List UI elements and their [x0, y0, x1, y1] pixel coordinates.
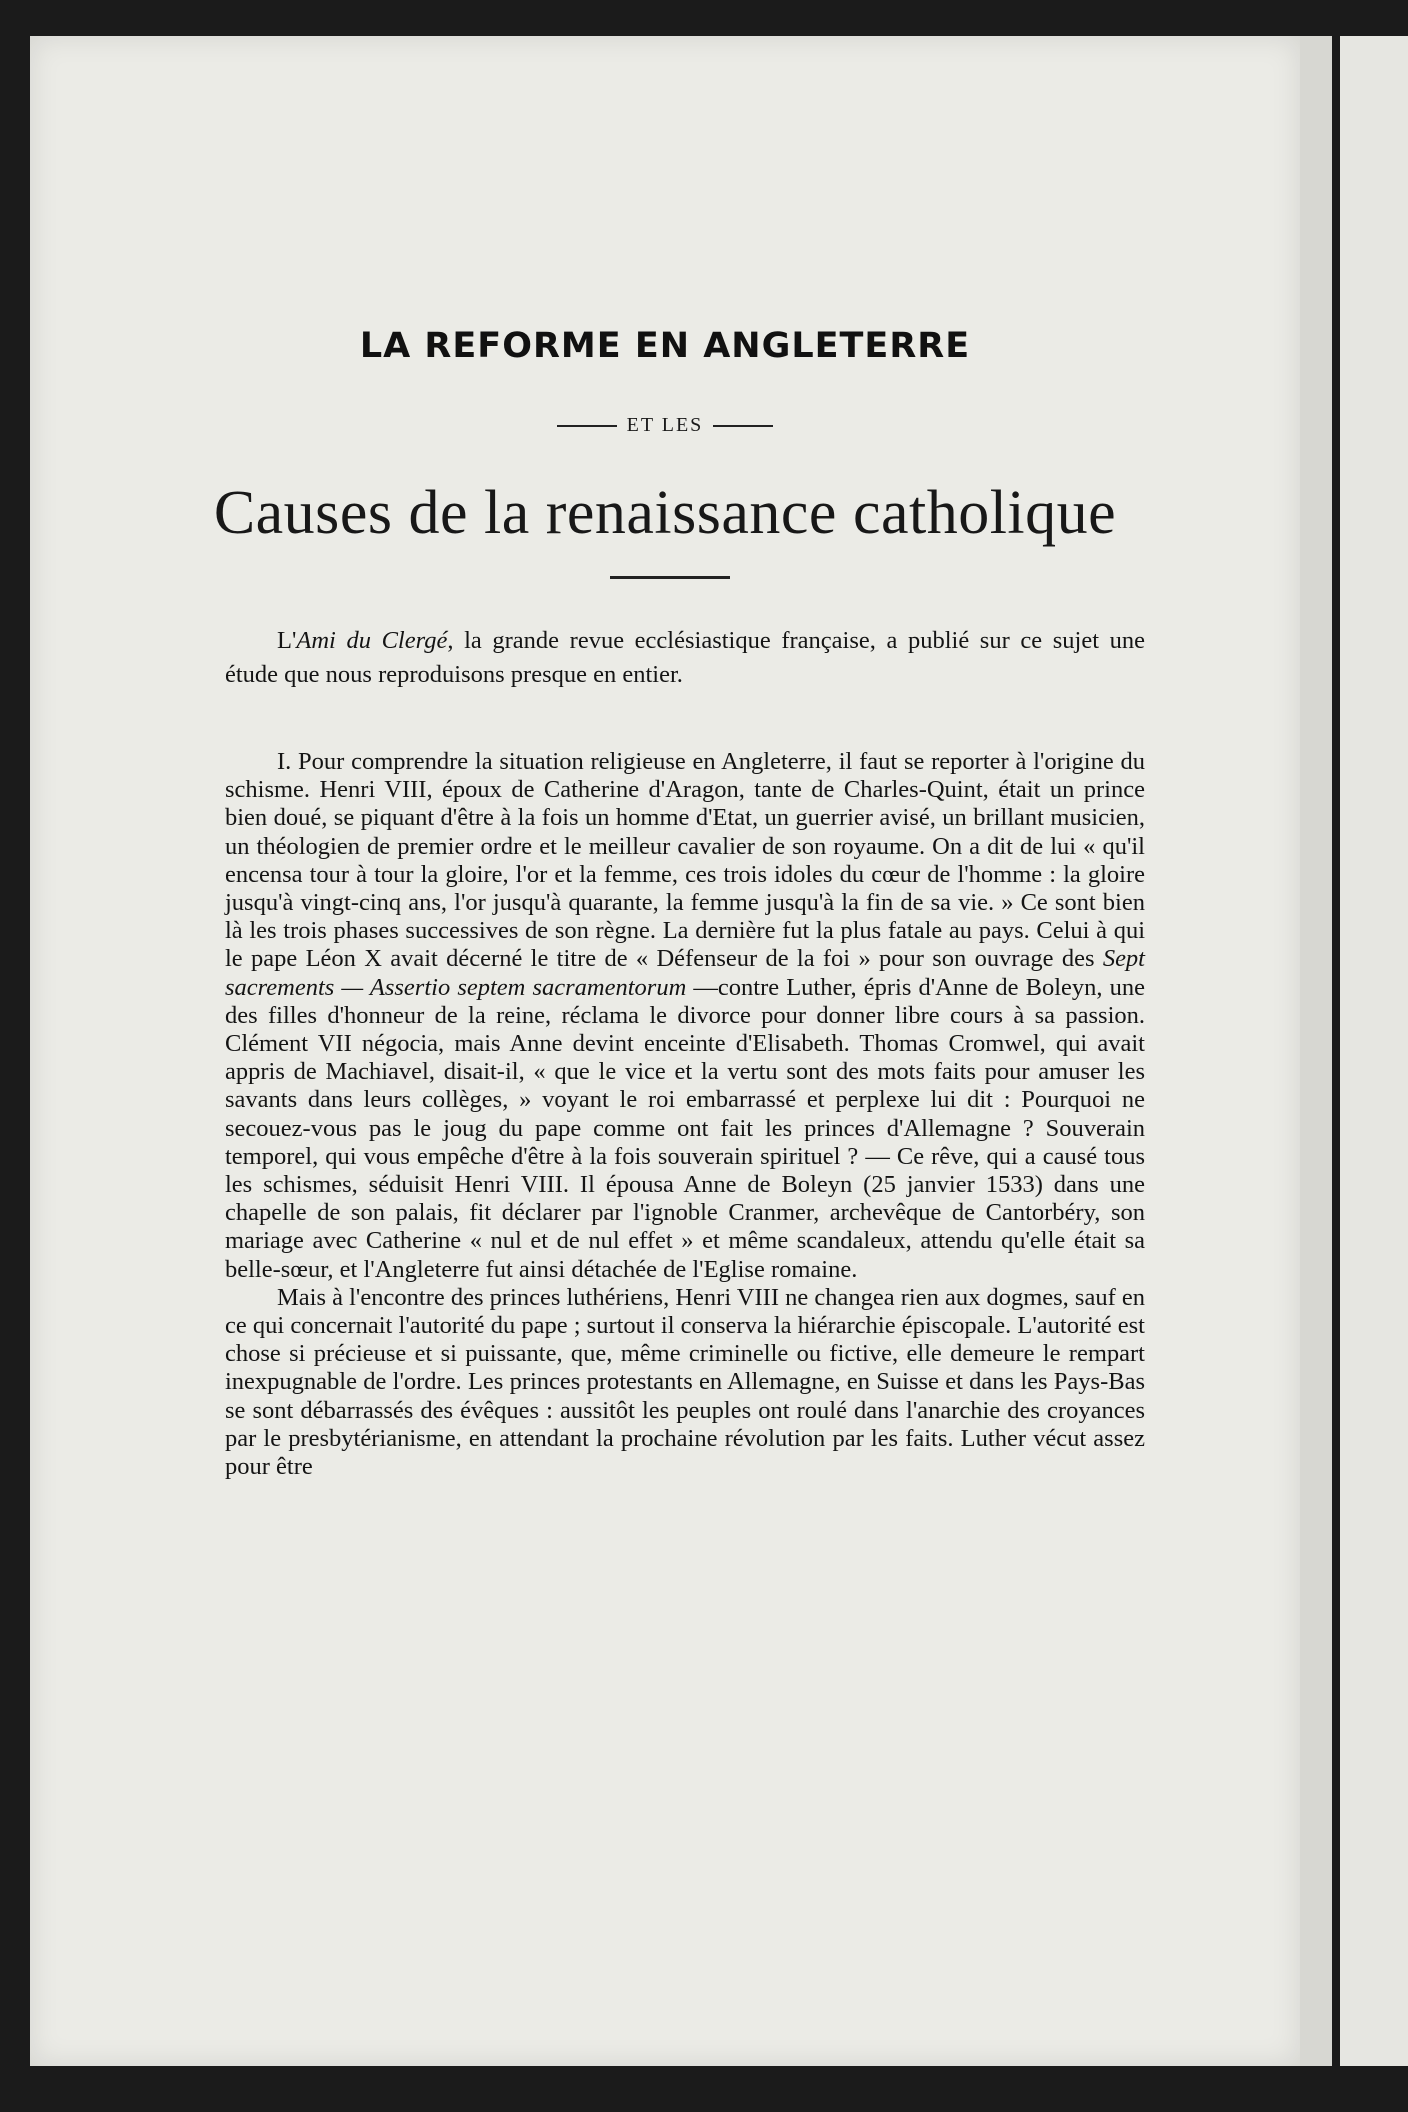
- intro-source-title: Ami du Clergé: [296, 627, 448, 654]
- title-conjunction: [30, 414, 1300, 437]
- book-page: [30, 36, 1300, 2066]
- page-edge: [1300, 36, 1332, 2066]
- dash-left: [557, 425, 617, 427]
- section-1-part-2: —contre Luther, épris d'Anne de Boleyn, une des filles d'honneur de la reine, réclama le divorce pour donner libre cours à sa passion. Clément VII négocia, mais Anne devint enceinte d'Elisabeth. Thomas Cromwel, qui avait appris de Machiavel, disait-il, « que le vice et la vertu sont des mots faits pour amuser les savants dans leurs collèges, » voyant le roi embarrassé et perplexe lui dit : Pourquoi ne secouez-vous pas le joug du pape comme ont fait les princes d'Allemagne ? Souverain temporel, qui vous empêche d'être à la fois souverain spirituel ? — Ce rêve, qui a causé tous les schismes, séduisit Henri VIII. Il épousa Anne de Boleyn (25 janvier 1533) dans une chapelle de son palais, fit déclarer par l'ignoble Cranmer, archevêque de Cantorbéry, son mariage avec Catherine « nul et de nul effet » et même scandaleux, attendu qu'elle était sa belle-sœur, et l'Angleterre fut ainsi détachée de l'Eglise romaine.: [225, 973, 1145, 1283]
- article-subtitle: Causes de la renaissance catholique: [213, 479, 1117, 547]
- intro-paragraph: [225, 624, 1145, 692]
- intro-rest: , la grande revue ecclésiastique française, a publié sur ce sujet une étude que nous reproduisons presque en entier.: [225, 627, 1145, 688]
- main-text: [225, 748, 1145, 1481]
- dash-right: [713, 425, 773, 427]
- conjunction-text: ET LES: [626, 414, 704, 436]
- next-page-edge: [1340, 36, 1408, 2066]
- section-1-work-title: Sept sacrements — Assertio septem sacramentorum: [225, 945, 1145, 1001]
- title-rule: [610, 576, 730, 579]
- article-title: LA REFORME EN ANGLETERRE: [359, 326, 971, 366]
- section-1-paragraph: [225, 748, 1145, 1284]
- section-1-part-1: I. Pour comprendre la situation religieuse en Angleterre, il faut se reporter à l'origine du schisme. Henri VIII, époux de Catherine d'Aragon, tante de Charles-Quint, était un prince bien doué, se piquant d'être à la fois un homme d'Etat, un guerrier avisé, un brillant musicien, un théologien de premier ordre et le meilleur cavalier de son royaume. On a dit de lui « qu'il encensa tour à tour la gloire, l'or et la femme, ces trois idoles du cœur de l'homme : la gloire jusqu'à vingt-cinq ans, l'or jusqu'à quarante, la femme jusqu'à la fin de sa vie. » Ce sont bien là les trois phases successives de son règne. La dernière fut la plus fatale au pays. Celui à qui le pape Léon X avait décerné le titre de « Défenseur de la foi » pour son ouvrage des: [225, 748, 1145, 973]
- section-2-paragraph: Mais à l'encontre des princes luthériens, Henri VIII ne changea rien aux dogmes, sauf en ce qui concernait l'autorité du pape ; surtout il conserva la hiérarchie épiscopale. L'autorité est chose si précieuse et si puissante, que, même criminelle ou fictive, elle demeure le rempart inexpugnable de l'ordre. Les princes protestants en Allemagne, en Suisse et dans les Pays-Bas se sont débarrassés des évêques : aussitôt les peuples ont roulé dans l'anarchie des croyances par le presbytérianisme, en attendant la prochaine révolution par les faits. Luther vécut assez pour être: [225, 1283, 1145, 1481]
- intro-prefix: L': [277, 627, 297, 654]
